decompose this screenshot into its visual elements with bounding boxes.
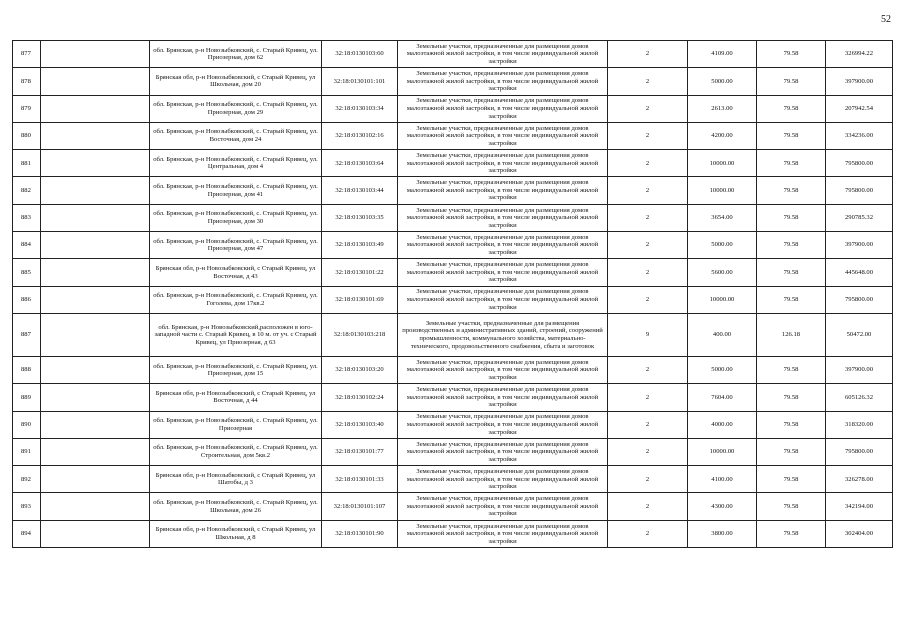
permitted-use-cell: Земельные участки, предназначенные для размещения домов малоэтажной жилой застройки, в том числе индивидуальной жилой застройки xyxy=(398,438,608,465)
cadastral-number-cell: 32:18:0130103:34 xyxy=(322,95,398,122)
cadastral-value-cell: 397900.00 xyxy=(826,68,893,95)
specific-value-cell: 79.58 xyxy=(757,493,826,520)
table-row xyxy=(13,466,893,493)
specific-value-cell: 79.58 xyxy=(757,466,826,493)
cadastral-value-cell: 397900.00 xyxy=(826,232,893,259)
cadastral-number-cell: 32:18:0130102:24 xyxy=(322,384,398,411)
area-cell: 2613.00 xyxy=(688,95,757,122)
cadastral-number-cell: 32:18:0130102:16 xyxy=(322,122,398,149)
row-number-cell: 888 xyxy=(13,356,41,383)
cadastral-value-cell: 795800.00 xyxy=(826,286,893,313)
group-number-cell: 2 xyxy=(608,150,688,177)
area-cell: 7604.00 xyxy=(688,384,757,411)
specific-value-cell: 79.58 xyxy=(757,122,826,149)
cadastral-number-cell: 32:18:0130101:69 xyxy=(322,286,398,313)
empty-cell xyxy=(41,438,150,465)
permitted-use-cell: Земельные участки, предназначенные для размещения производственных и административных зданий, строений, сооружений промышленности, коммунального хозяйства, материально-технического, продовольственного снабжения, сбыта и заготовок xyxy=(398,313,608,356)
area-cell: 3654.00 xyxy=(688,204,757,231)
specific-value-cell: 79.58 xyxy=(757,356,826,383)
table-row xyxy=(13,286,893,313)
permitted-use-cell: Земельные участки, предназначенные для размещения домов малоэтажной жилой застройки, в том числе индивидуальной жилой застройки xyxy=(398,122,608,149)
row-number-cell: 882 xyxy=(13,177,41,204)
permitted-use-cell: Земельные участки, предназначенные для размещения домов малоэтажной жилой застройки, в том числе индивидуальной жилой застройки xyxy=(398,493,608,520)
address-cell: обл. Брянская, р-н Новозыбковский, с. Старый Кривец, ул. Приозерная, дом 41 xyxy=(150,177,322,204)
cadastral-number-cell: 32:18:0130103:35 xyxy=(322,204,398,231)
row-number-cell: 893 xyxy=(13,493,41,520)
empty-cell xyxy=(41,122,150,149)
row-number-cell: 885 xyxy=(13,259,41,286)
cadastral-value-cell: 318320.00 xyxy=(826,411,893,438)
table-row xyxy=(13,232,893,259)
permitted-use-cell: Земельные участки, предназначенные для размещения домов малоэтажной жилой застройки, в том числе индивидуальной жилой застройки xyxy=(398,41,608,68)
permitted-use-cell: Земельные участки, предназначенные для размещения домов малоэтажной жилой застройки, в том числе индивидуальной жилой застройки xyxy=(398,411,608,438)
table-row xyxy=(13,95,893,122)
address-cell: обл. Брянская, р-н Новозыбковский, с. Старый Кривец, ул. Восточная, дом 24 xyxy=(150,122,322,149)
group-number-cell: 2 xyxy=(608,204,688,231)
specific-value-cell: 79.58 xyxy=(757,411,826,438)
cadastral-number-cell: 32:18:0130101:33 xyxy=(322,466,398,493)
area-cell: 10000.00 xyxy=(688,286,757,313)
table-row xyxy=(13,204,893,231)
empty-cell xyxy=(41,95,150,122)
permitted-use-cell: Земельные участки, предназначенные для размещения домов малоэтажной жилой застройки, в том числе индивидуальной жилой застройки xyxy=(398,232,608,259)
area-cell: 3800.00 xyxy=(688,520,757,547)
address-cell: обл. Брянская, р-н Новозыбковский, с. Старый Кривец, ул. Приозерная, дом 29 xyxy=(150,95,322,122)
permitted-use-cell: Земельные участки, предназначенные для размещения домов малоэтажной жилой застройки, в том числе индивидуальной жилой застройки xyxy=(398,259,608,286)
row-number-cell: 886 xyxy=(13,286,41,313)
row-number-cell: 877 xyxy=(13,41,41,68)
group-number-cell: 2 xyxy=(608,177,688,204)
table-row xyxy=(13,177,893,204)
area-cell: 4300.00 xyxy=(688,493,757,520)
permitted-use-cell: Земельные участки, предназначенные для размещения домов малоэтажной жилой застройки, в том числе индивидуальной жилой застройки xyxy=(398,384,608,411)
area-cell: 5000.00 xyxy=(688,356,757,383)
group-number-cell: 2 xyxy=(608,438,688,465)
empty-cell xyxy=(41,520,150,547)
specific-value-cell: 79.58 xyxy=(757,438,826,465)
cadastral-value-cell: 795800.00 xyxy=(826,150,893,177)
group-number-cell: 2 xyxy=(608,41,688,68)
cadastral-number-cell: 32:18:0130103:20 xyxy=(322,356,398,383)
table-row xyxy=(13,411,893,438)
row-number-cell: 880 xyxy=(13,122,41,149)
table-row xyxy=(13,122,893,149)
row-number-cell: 884 xyxy=(13,232,41,259)
address-cell: Брянская обл, р-н Новозыбковский, с Старый Кривец, ул Школьная, д 8 xyxy=(150,520,322,547)
empty-cell xyxy=(41,286,150,313)
table-row xyxy=(13,493,893,520)
cadastral-number-cell: 32:18:0130103:64 xyxy=(322,150,398,177)
address-cell: обл. Брянская, р-н Новозыбковский,расположен в юго-западной части с. Старый Кривец, в 10 м. от уч. с Старый Кривец, ул Приозерная, д 63 xyxy=(150,313,322,356)
group-number-cell: 2 xyxy=(608,384,688,411)
row-number-cell: 890 xyxy=(13,411,41,438)
specific-value-cell: 79.58 xyxy=(757,286,826,313)
table-row xyxy=(13,259,893,286)
table-row xyxy=(13,520,893,547)
address-cell: обл. Брянская, р-н Новозыбковский, с. Старый Кривец, ул. Строительная, дом 5кв.2 xyxy=(150,438,322,465)
table-row xyxy=(13,313,893,356)
address-cell: обл. Брянская, р-н Новозыбковский, с. Старый Кривец, ул. Приозерная xyxy=(150,411,322,438)
group-number-cell: 2 xyxy=(608,68,688,95)
area-cell: 10000.00 xyxy=(688,438,757,465)
permitted-use-cell: Земельные участки, предназначенные для размещения домов малоэтажной жилой застройки, в том числе индивидуальной жилой застройки xyxy=(398,68,608,95)
area-cell: 4200.00 xyxy=(688,122,757,149)
table-row xyxy=(13,41,893,68)
cadastral-value-cell: 397900.00 xyxy=(826,356,893,383)
group-number-cell: 2 xyxy=(608,356,688,383)
cadastral-value-cell: 326994.22 xyxy=(826,41,893,68)
table-row xyxy=(13,384,893,411)
cadastral-value-cell: 795800.00 xyxy=(826,438,893,465)
table-row xyxy=(13,68,893,95)
specific-value-cell: 79.58 xyxy=(757,520,826,547)
permitted-use-cell: Земельные участки, предназначенные для размещения домов малоэтажной жилой застройки, в том числе индивидуальной жилой застройки xyxy=(398,466,608,493)
specific-value-cell: 79.58 xyxy=(757,150,826,177)
cadastral-value-cell: 50472.00 xyxy=(826,313,893,356)
table-row xyxy=(13,438,893,465)
empty-cell xyxy=(41,384,150,411)
permitted-use-cell: Земельные участки, предназначенные для размещения домов малоэтажной жилой застройки, в том числе индивидуальной жилой застройки xyxy=(398,204,608,231)
group-number-cell: 2 xyxy=(608,520,688,547)
group-number-cell: 2 xyxy=(608,286,688,313)
cadastral-number-cell: 32:18:0130101:101 xyxy=(322,68,398,95)
specific-value-cell: 79.58 xyxy=(757,177,826,204)
address-cell: обл. Брянская, р-н Новозыбковский, с. Старый Кривец, ул. Приозерная, дом 47 xyxy=(150,232,322,259)
area-cell: 4100.00 xyxy=(688,466,757,493)
cadastral-value-cell: 605126.32 xyxy=(826,384,893,411)
cadastral-number-cell: 32:18:0130101:77 xyxy=(322,438,398,465)
address-cell: обл. Брянская, р-н Новозыбковский, с. Старый Кривец, ул. Школьная, дом 26 xyxy=(150,493,322,520)
land-registry-table xyxy=(12,40,893,548)
cadastral-value-cell: 334236.00 xyxy=(826,122,893,149)
row-number-cell: 881 xyxy=(13,150,41,177)
address-cell: обл. Брянская, р-н Новозыбковский, с. Старый Кривец, ул. Приозерная, дом 15 xyxy=(150,356,322,383)
permitted-use-cell: Земельные участки, предназначенные для размещения домов малоэтажной жилой застройки, в том числе индивидуальной жилой застройки xyxy=(398,177,608,204)
group-number-cell: 2 xyxy=(608,466,688,493)
cadastral-value-cell: 445648.00 xyxy=(826,259,893,286)
group-number-cell: 2 xyxy=(608,259,688,286)
specific-value-cell: 79.58 xyxy=(757,41,826,68)
cadastral-number-cell: 32:18:0130103:44 xyxy=(322,177,398,204)
cadastral-number-cell: 32:18:0130103:49 xyxy=(322,232,398,259)
cadastral-number-cell: 32:18:0130101:22 xyxy=(322,259,398,286)
empty-cell xyxy=(41,41,150,68)
cadastral-number-cell: 32:18:0130101:90 xyxy=(322,520,398,547)
cadastral-value-cell: 795800.00 xyxy=(826,177,893,204)
empty-cell xyxy=(41,204,150,231)
table-body xyxy=(13,41,893,548)
permitted-use-cell: Земельные участки, предназначенные для размещения домов малоэтажной жилой застройки, в том числе индивидуальной жилой застройки xyxy=(398,520,608,547)
address-cell: обл. Брянская, р-н Новозыбковский, с. Старый Кривец, ул. Приозерная, дом 30 xyxy=(150,204,322,231)
permitted-use-cell: Земельные участки, предназначенные для размещения домов малоэтажной жилой застройки, в том числе индивидуальной жилой застройки xyxy=(398,150,608,177)
cadastral-value-cell: 302404.00 xyxy=(826,520,893,547)
address-cell: обл. Брянская, р-н Новозыбковский, с. Старый Кривец, ул. Гоголева, дом 17кв.2 xyxy=(150,286,322,313)
cadastral-value-cell: 290785.32 xyxy=(826,204,893,231)
specific-value-cell: 79.58 xyxy=(757,232,826,259)
table-row xyxy=(13,356,893,383)
area-cell: 5000.00 xyxy=(688,232,757,259)
empty-cell xyxy=(41,232,150,259)
empty-cell xyxy=(41,356,150,383)
permitted-use-cell: Земельные участки, предназначенные для размещения домов малоэтажной жилой застройки, в том числе индивидуальной жилой застройки xyxy=(398,95,608,122)
table-row xyxy=(13,150,893,177)
empty-cell xyxy=(41,466,150,493)
group-number-cell: 2 xyxy=(608,122,688,149)
area-cell: 4109.00 xyxy=(688,41,757,68)
empty-cell xyxy=(41,68,150,95)
page-number: 52 xyxy=(881,14,891,25)
specific-value-cell: 79.58 xyxy=(757,384,826,411)
permitted-use-cell: Земельные участки, предназначенные для размещения домов малоэтажной жилой застройки, в том числе индивидуальной жилой застройки xyxy=(398,286,608,313)
empty-cell xyxy=(41,313,150,356)
specific-value-cell: 79.58 xyxy=(757,95,826,122)
group-number-cell: 2 xyxy=(608,493,688,520)
cadastral-value-cell: 326278.00 xyxy=(826,466,893,493)
row-number-cell: 891 xyxy=(13,438,41,465)
cadastral-value-cell: 207942.54 xyxy=(826,95,893,122)
empty-cell xyxy=(41,493,150,520)
group-number-cell: 9 xyxy=(608,313,688,356)
empty-cell xyxy=(41,411,150,438)
row-number-cell: 887 xyxy=(13,313,41,356)
cadastral-number-cell: 32:18:0130103:218 xyxy=(322,313,398,356)
specific-value-cell: 79.58 xyxy=(757,259,826,286)
address-cell: Брянская обл, р-н Новозыбковский, с Старый Кривец, ул Школьная, дом 20 xyxy=(150,68,322,95)
empty-cell xyxy=(41,177,150,204)
row-number-cell: 894 xyxy=(13,520,41,547)
address-cell: обл. Брянская, р-н Новозыбковский, с. Старый Кривец, ул. Центральная, дом 4 xyxy=(150,150,322,177)
permitted-use-cell: Земельные участки, предназначенные для размещения домов малоэтажной жилой застройки, в том числе индивидуальной жилой застройки xyxy=(398,356,608,383)
area-cell: 10000.00 xyxy=(688,150,757,177)
group-number-cell: 2 xyxy=(608,95,688,122)
cadastral-value-cell: 342194.00 xyxy=(826,493,893,520)
row-number-cell: 879 xyxy=(13,95,41,122)
cadastral-number-cell: 32:18:0130103:60 xyxy=(322,41,398,68)
area-cell: 4000.00 xyxy=(688,411,757,438)
cadastral-number-cell: 32:18:0130103:40 xyxy=(322,411,398,438)
row-number-cell: 883 xyxy=(13,204,41,231)
area-cell: 5000.00 xyxy=(688,68,757,95)
area-cell: 5600.00 xyxy=(688,259,757,286)
cadastral-number-cell: 32:18:0130101:107 xyxy=(322,493,398,520)
empty-cell xyxy=(41,150,150,177)
specific-value-cell: 79.58 xyxy=(757,204,826,231)
address-cell: Брянская обл, р-н Новозыбковский, с Старый Кривец, ул Восточная, д 44 xyxy=(150,384,322,411)
address-cell: Брянская обл, р-н Новозыбковский, с Старый Кривец, ул Восточная, д 43 xyxy=(150,259,322,286)
area-cell: 400.00 xyxy=(688,313,757,356)
specific-value-cell: 126.18 xyxy=(757,313,826,356)
row-number-cell: 889 xyxy=(13,384,41,411)
address-cell: Брянская обл, р-н Новозыбковский, с Старый Кривец, ул Шатобы, д 3 xyxy=(150,466,322,493)
specific-value-cell: 79.58 xyxy=(757,68,826,95)
area-cell: 10000.00 xyxy=(688,177,757,204)
row-number-cell: 892 xyxy=(13,466,41,493)
group-number-cell: 2 xyxy=(608,411,688,438)
empty-cell xyxy=(41,259,150,286)
address-cell: обл. Брянская, р-н Новозыбковский, с. Старый Кривец, ул. Приозерная, дом 62 xyxy=(150,41,322,68)
group-number-cell: 2 xyxy=(608,232,688,259)
row-number-cell: 878 xyxy=(13,68,41,95)
